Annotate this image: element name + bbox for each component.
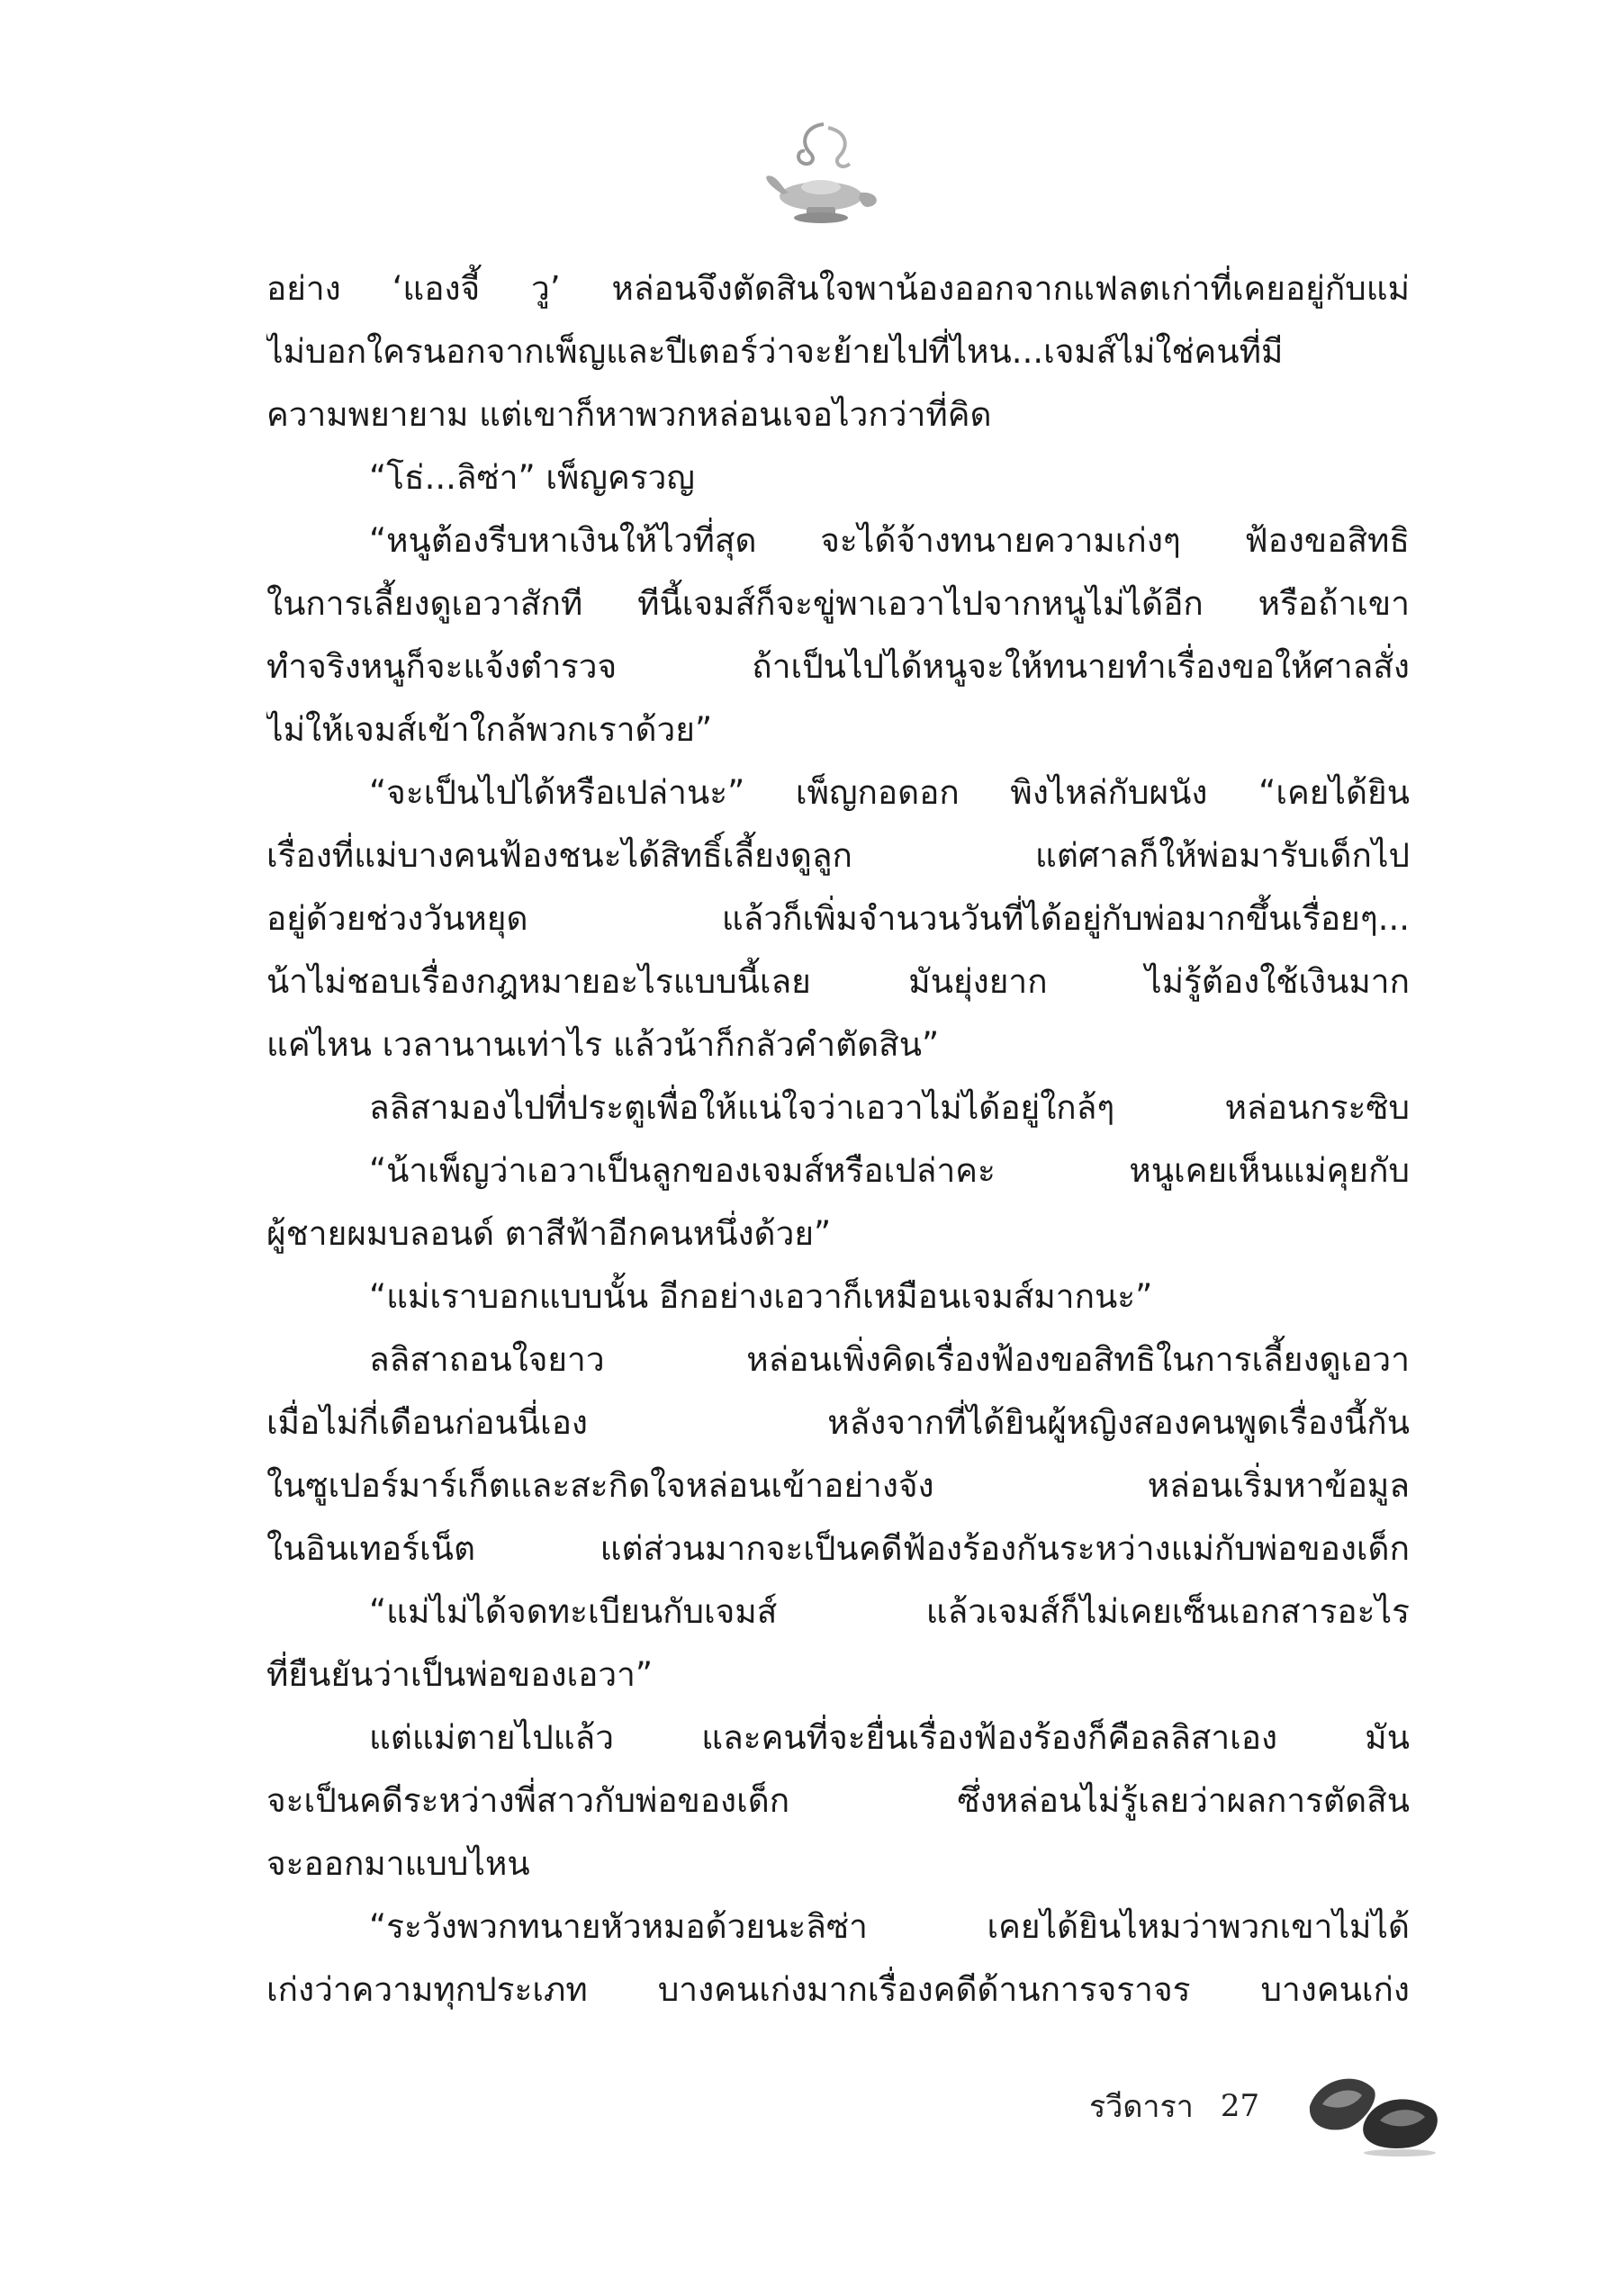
text-line: “แม่ไม่ได้จดทะเบียนกับเจมส์ แล้วเจมส์ก็ไม่เคยเซ็นเอกสารอะไร (369, 1592, 1410, 1631)
text-line: ผู้ชายผมบลอนด์ ตาสีฟ้าอีกคนหนึ่งด้วย” (266, 1214, 832, 1253)
text-line: ลลิสาถอนใจยาว หล่อนเพิ่งคิดเรื่องฟ้องขอสิทธิในการเลี้ยงดูเอวา (369, 1340, 1410, 1379)
text-line: เก่งว่าความทุกประเภท บางคนเก่งมากเรื่องคดีด้านการจราจร บางคนเก่ง (266, 1970, 1410, 2009)
text-line: แค่ไหน เวลานานเท่าไร แล้วน้าก็กลัวคำตัดสิน” (266, 1025, 940, 1064)
text-line: “น้าเพ็ญว่าเอวาเป็นลูกของเจมส์หรือเปล่าคะ หนูเคยเห็นแม่คุยกับ (369, 1151, 1410, 1190)
body-text (266, 257, 1410, 2021)
text-line: “แม่เราบอกแบบนั้น อีกอย่างเอวาก็เหมือนเจมส์มากนะ” (369, 1277, 1153, 1316)
text-line: อยู่ด้วยช่วงวันหยุด แล้วก็เพิ่มจำนวนวันที่ได้อยู่กับพ่อมากขึ้นเรื่อยๆ... (266, 899, 1410, 938)
page-footer (1089, 2079, 1259, 2133)
text-line: อย่าง ‘แองจี้ วู’ หล่อนจึงตัดสินใจพาน้องออกจากแฟลตเก่าที่เคยอยู่กับแม่ (266, 269, 1410, 308)
text-line: ไม่ให้เจมส์เข้าใกล้พวกเราด้วย” (266, 710, 713, 749)
shoes-icon (1301, 2043, 1454, 2160)
text-line: ที่ยืนยันว่าเป็นพ่อของเอวา” (266, 1655, 654, 1694)
text-line: ลลิสามองไปที่ประตูเพื่อให้แน่ใจว่าเอวาไม่ได้อยู่ใกล้ๆ หล่อนกระซิบ (369, 1088, 1410, 1127)
text-line: เรื่องที่แม่บางคนฟ้องชนะได้สิทธิ์เลี้ยงดูลูก แต่ศาลก็ให้พ่อมารับเด็กไป (266, 836, 1410, 875)
text-line: “ระวังพวกทนายหัวหมอด้วยนะลิซ่า เคยได้ยินไหมว่าพวกเขาไม่ได้ (369, 1907, 1410, 1946)
text-line: “โธ่...ลิซ่า” เพ็ญครวญ (369, 458, 695, 497)
text-line: เมื่อไม่กี่เดือนก่อนนี่เอง หลังจากที่ได้ยินผู้หญิงสองคนพูดเรื่องนี้กัน (266, 1403, 1410, 1442)
text-line: แต่แม่ตายไปแล้ว และคนที่จะยื่นเรื่องฟ้องร้องก็คือลลิสาเอง มัน (369, 1718, 1410, 1757)
page-number: 27 (1220, 2088, 1260, 2124)
text-line: จะเป็นคดีระหว่างพี่สาวกับพ่อของเด็ก ซึ่งหล่อนไม่รู้เลยว่าผลการตัดสิน (266, 1781, 1410, 1820)
text-line: น้าไม่ชอบเรื่องกฎหมายอะไรแบบนี้เลย มันยุ่งยาก ไม่รู้ต้องใช้เงินมาก (266, 962, 1410, 1001)
text-line: ในการเลี้ยงดูเอวาสักที ทีนี้เจมส์ก็จะขู่พาเอวาไปจากหนูไม่ได้อีก หรือถ้าเขา (266, 584, 1410, 623)
author-name: รวีดารา (1089, 2089, 1194, 2125)
text-line: “จะเป็นไปได้หรือเปล่านะ” เพ็ญกอดอก พิงไหล่กับผนัง “เคยได้ยิน (369, 773, 1410, 812)
text-line: ความพยายาม แต่เขาก็หาพวกหล่อนเจอไวกว่าที่คิด (266, 395, 992, 434)
magic-lamp-icon (756, 108, 891, 243)
text-line: ในอินเทอร์เน็ต แต่ส่วนมากจะเป็นคดีฟ้องร้องกันระหว่างแม่กับพ่อของเด็ก (266, 1529, 1410, 1568)
text-line: จะออกมาแบบไหน (266, 1844, 530, 1883)
text-line: “หนูต้องรีบหาเงินให้ไวที่สุด จะได้จ้างทนายความเก่งๆ ฟ้องขอสิทธิ (369, 521, 1410, 560)
text-line: ทำจริงหนูก็จะแจ้งตำรวจ ถ้าเป็นไปได้หนูจะให้ทนายทำเรื่องขอให้ศาลสั่ง (266, 647, 1410, 686)
text-line: ไม่บอกใครนอกจากเพ็ญและปีเตอร์ว่าจะย้ายไปที่ไหน...เจมส์ไม่ใช่คนที่มี (266, 332, 1284, 371)
text-line: ในซูเปอร์มาร์เก็ตและสะกิดใจหล่อนเข้าอย่างจัง หล่อนเริ่มหาข้อมูล (266, 1466, 1410, 1505)
